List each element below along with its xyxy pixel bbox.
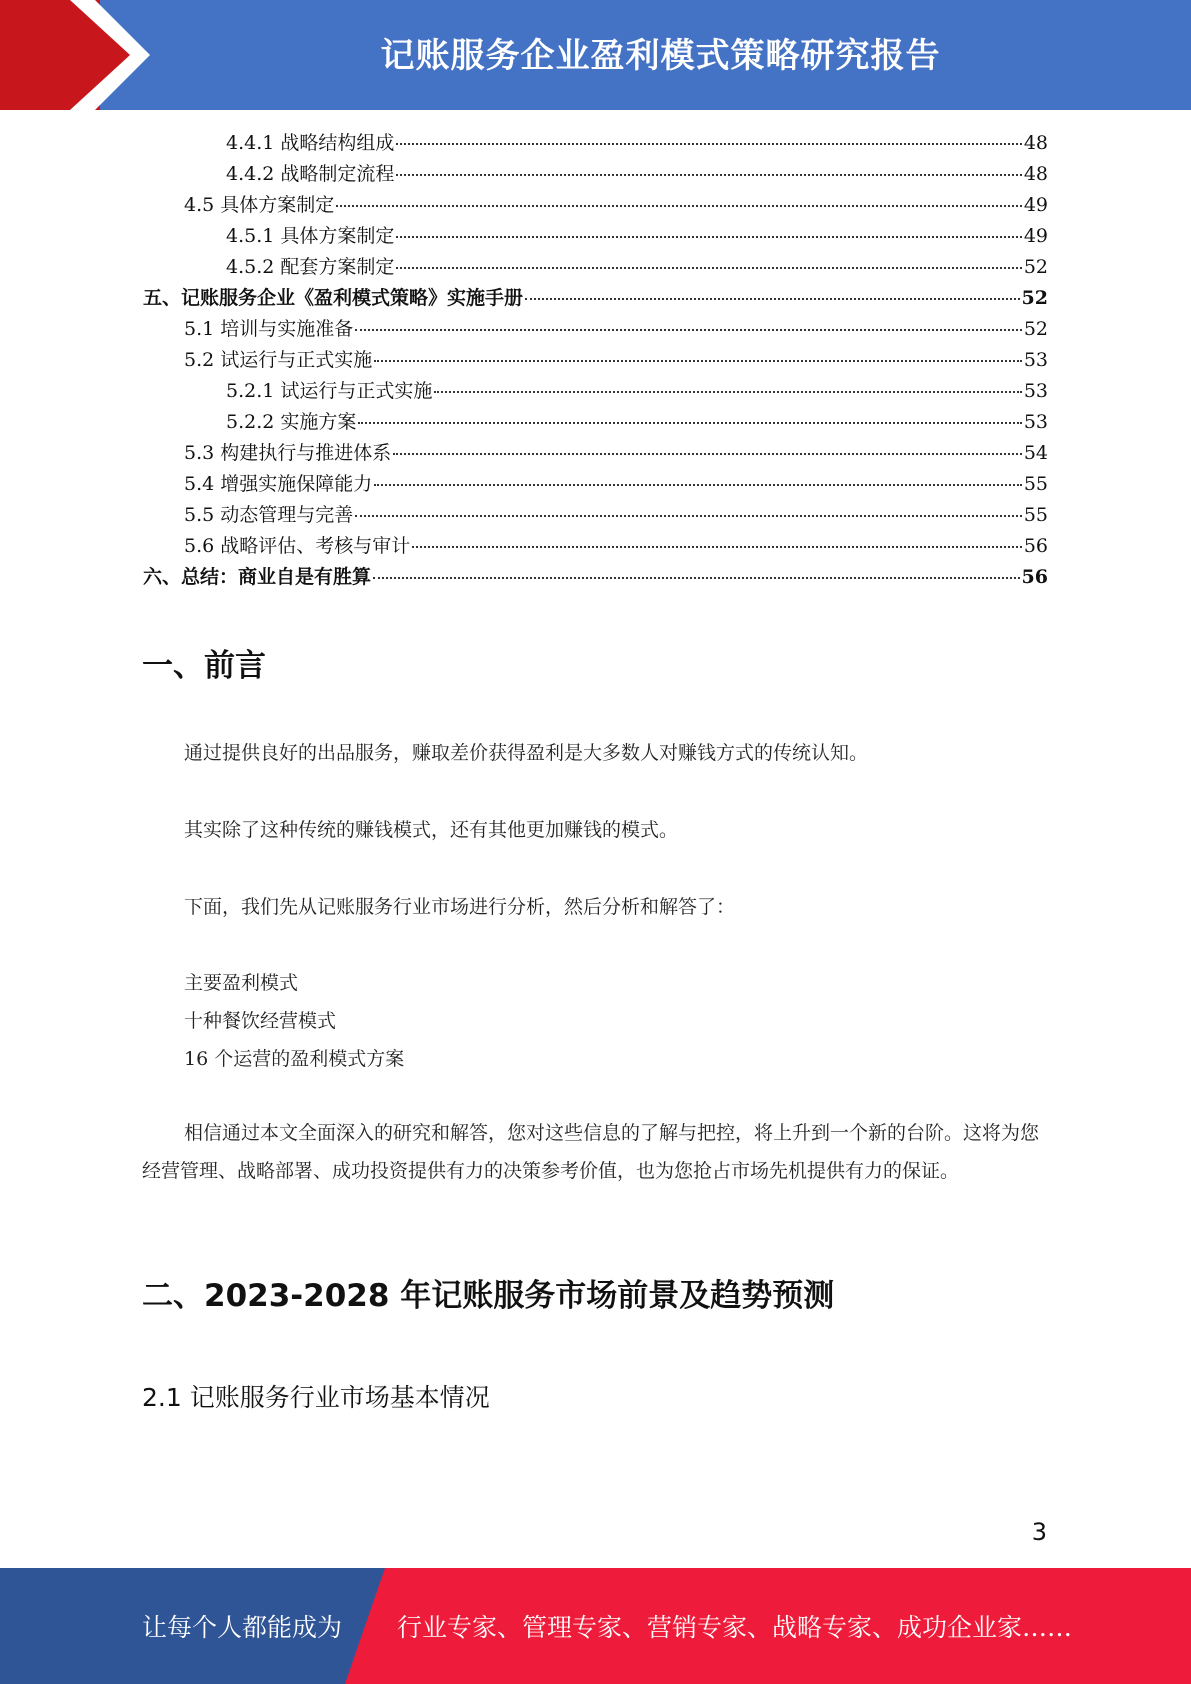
page-number: 3 — [1031, 1518, 1047, 1546]
toc-leader-dots — [374, 360, 1022, 362]
toc-entry-label: 5.3 构建执行与推进体系 — [184, 442, 392, 464]
toc-entry-page: 53 — [1023, 380, 1048, 402]
toc-leader-dots — [396, 143, 1021, 145]
section-heading-market: 二、2023-2028 年记账服务市场前景及趋势预测 — [142, 1278, 835, 1314]
toc-leader-dots — [434, 391, 1021, 393]
toc-entry-page: 55 — [1023, 473, 1048, 495]
toc-entry-page: 56 — [1021, 566, 1048, 588]
toc-entry[interactable] — [143, 500, 1048, 531]
toc-leader-dots — [396, 174, 1021, 176]
list-item: 主要盈利模式 — [184, 972, 299, 994]
list-item: 16 个运营的盈利模式方案 — [184, 1048, 405, 1070]
toc-entry-page: 53 — [1023, 349, 1048, 371]
toc-leader-dots — [355, 329, 1022, 331]
toc-entry[interactable] — [143, 128, 1048, 159]
toc-entry[interactable] — [143, 283, 1048, 314]
toc-entry[interactable] — [143, 531, 1048, 562]
toc-leader-dots — [336, 205, 1022, 207]
toc-entry[interactable] — [143, 314, 1048, 345]
section-heading-foreword: 一、前言 — [142, 648, 266, 684]
toc-leader-dots — [396, 236, 1021, 238]
toc-entry[interactable] — [143, 159, 1048, 190]
toc-entry-page: 53 — [1023, 411, 1048, 433]
list-item: 十种餐饮经营模式 — [184, 1010, 337, 1032]
toc-leader-dots — [355, 515, 1022, 517]
toc-entry-page: 48 — [1023, 163, 1048, 185]
toc-entry-label: 5.2 试运行与正式实施 — [184, 349, 373, 371]
toc-entry-label: 4.5.2 配套方案制定 — [226, 256, 395, 278]
toc-entry-page: 52 — [1023, 318, 1048, 340]
toc-entry-page: 48 — [1023, 132, 1048, 154]
toc-entry-page: 49 — [1023, 225, 1048, 247]
toc-entry-label: 5.2.1 试运行与正式实施 — [226, 380, 433, 402]
paragraph: 下面，我们先从记账服务行业市场进行分析，然后分析和解答了： — [184, 896, 736, 918]
table-of-contents — [143, 128, 1048, 593]
toc-leader-dots — [396, 267, 1021, 269]
toc-leader-dots — [373, 577, 1020, 579]
toc-entry-label: 5.4 增强实施保障能力 — [184, 473, 373, 495]
toc-entry-page: 49 — [1023, 194, 1048, 216]
toc-entry-page: 55 — [1023, 504, 1048, 526]
toc-entry-page: 54 — [1023, 442, 1048, 464]
toc-entry-label: 4.4.2 战略制定流程 — [226, 163, 395, 185]
toc-entry-page: 52 — [1023, 256, 1048, 278]
toc-entry[interactable] — [143, 190, 1048, 221]
toc-leader-dots — [374, 484, 1022, 486]
page-footer — [0, 1568, 1191, 1684]
toc-entry-label: 5.1 培训与实施准备 — [184, 318, 354, 340]
toc-leader-dots — [412, 546, 1022, 548]
page-header — [0, 0, 1191, 110]
document-title: 记账服务企业盈利模式策略研究报告 — [380, 36, 941, 76]
toc-entry-page: 56 — [1023, 535, 1048, 557]
toc-entry[interactable] — [143, 221, 1048, 252]
toc-entry-page: 52 — [1021, 287, 1048, 309]
toc-entry[interactable] — [143, 469, 1048, 500]
toc-entry[interactable] — [143, 345, 1048, 376]
paragraph: 通过提供良好的出品服务，赚取差价获得盈利是大多数人对赚钱方式的传统认知。 — [184, 742, 869, 764]
toc-entry-label: 5.5 动态管理与完善 — [184, 504, 354, 526]
subsection-heading: 2.1 记账服务行业市场基本情况 — [142, 1383, 490, 1412]
footer-slogan-left: 让每个人都能成为 — [142, 1613, 343, 1642]
toc-entry[interactable] — [143, 438, 1048, 469]
footer-slogan-right: 行业专家、管理专家、营销专家、战略专家、成功企业家…… — [397, 1613, 1073, 1642]
toc-entry-label: 5.6 战略评估、考核与审计 — [184, 535, 411, 557]
header-arrow-icon — [0, 0, 160, 110]
toc-leader-dots — [358, 422, 1021, 424]
toc-entry[interactable] — [143, 407, 1048, 438]
toc-entry-label: 六、总结：商业自是有胜算 — [143, 566, 372, 588]
paragraph: 相信通过本文全面深入的研究和解答，您对这些信息的了解与把控，将上升到一个新的台阶。这将为您经营管理、战略部署、成功投资提供有力的决策参考价值，也为您抢占市场先机提供有力的保证。 — [142, 1122, 1040, 1182]
toc-entry[interactable] — [143, 562, 1048, 593]
toc-entry-label: 4.4.1 战略结构组成 — [226, 132, 395, 154]
toc-entry[interactable] — [143, 252, 1048, 283]
toc-entry-label: 4.5 具体方案制定 — [184, 194, 335, 216]
toc-entry-label: 4.5.1 具体方案制定 — [226, 225, 395, 247]
toc-entry[interactable] — [143, 376, 1048, 407]
toc-entry-label: 五、记账服务企业《盈利模式策略》实施手册 — [143, 287, 524, 309]
paragraph: 其实除了这种传统的赚钱模式，还有其他更加赚钱的模式。 — [184, 819, 679, 841]
toc-leader-dots — [525, 298, 1020, 300]
toc-entry-label: 5.2.2 实施方案 — [226, 411, 357, 433]
toc-leader-dots — [393, 453, 1022, 455]
